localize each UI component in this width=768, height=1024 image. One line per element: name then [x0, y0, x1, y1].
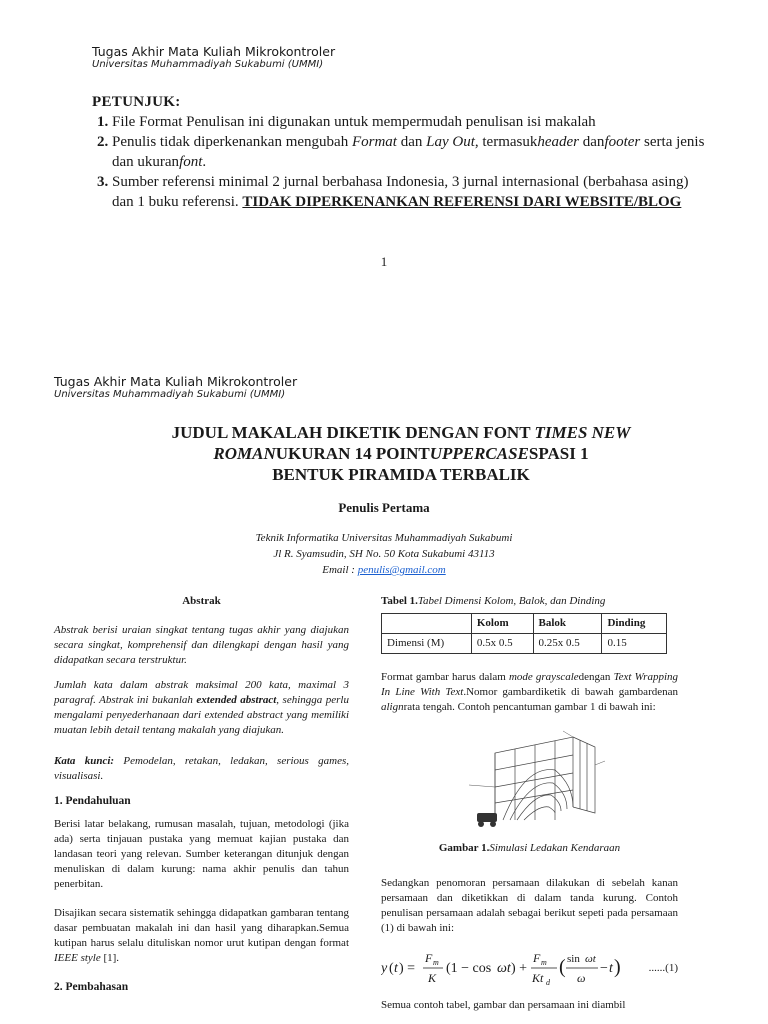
svg-text:Kt: Kt [532, 971, 544, 985]
instructions-block [92, 92, 712, 212]
keywords [54, 754, 349, 784]
table-header-cell: Kolom [471, 614, 533, 634]
table-row [382, 634, 667, 654]
svg-text:−: − [600, 961, 608, 976]
figure-caption-label: Gambar 1. [438, 842, 490, 854]
body-text: Text Wrapping In Line With Text [381, 671, 679, 698]
figure-caption-text: Simulasi Ledakan Kendaraan [489, 842, 621, 854]
svg-text:) +: ) + [511, 961, 528, 976]
svg-text:d: d [546, 978, 550, 987]
abstract-heading: Abstrak [182, 595, 221, 607]
body-text: Disajikan secara sistematik sehingga didapatkan gambaran tentang dasar pembuatan makalah ini dan hasil yang diharapkan.Semua kutipan harus selalu dituliskan nomor urut kutipan dengan format [54, 907, 349, 949]
svg-text:t: t [609, 961, 613, 976]
svg-text:t: t [394, 961, 398, 976]
title-text: JUDUL MAKALAH DIKETIK DENGAN FONT [171, 423, 535, 442]
body-paragraph: Berisi latar belakang, rumusan masalah, tujuan, metodologi (jika ada) serta tinjauan pustaka yang memuat kajian pustaka dan landasan teori yang relevan. Sumber keterangan ditunjuk dengan menuliskan di dalam kurung: nama akhir penulis dan tahun penerbitan. [54, 818, 349, 890]
instruction-item [112, 172, 712, 212]
instructions-title: PETUNJUK: [92, 94, 181, 110]
abstract-text: Jumlah kata dalam abstrak maksimal 200 kata, maximal 3 paragraf. Abstrak ini bukanlah [54, 679, 349, 706]
svg-text:F: F [533, 951, 541, 965]
instruction-text: serta jenis dan ukuran [112, 134, 705, 170]
svg-text:): ) [614, 956, 621, 978]
svg-text:(1 − cos: (1 − cos [446, 961, 492, 976]
svg-text:y: y [381, 961, 388, 976]
title-text: ROMAN [213, 444, 276, 463]
abstract-paragraph: Abstrak berisi uraian singkat tentang tugas akhir yang diajukan secara singkat, komprehensif dan dilengkapi dengan hasil yang didapatkan secara terstruktur. [54, 624, 349, 666]
instruction-item [112, 132, 712, 172]
dimension-table [381, 613, 667, 654]
svg-text:(: ( [389, 961, 394, 976]
page-break [0, 322, 768, 323]
svg-text:F: F [425, 951, 433, 965]
table-cell: 0.25x 0.5 [533, 634, 602, 654]
abstract-paragraph [54, 678, 349, 738]
right-column [381, 594, 678, 1023]
email-link[interactable]: penulis@gmail.com [357, 564, 446, 576]
svg-text:K: K [428, 971, 437, 985]
svg-text:ωt: ωt [497, 961, 511, 976]
body-text: .Nomor gambardiketik di bawah gambardenan [463, 686, 678, 698]
table-cell: 0.5x 0.5 [471, 634, 533, 654]
header-subtitle: Universitas Muhammadiyah Sukabumi (UMMI) [92, 59, 324, 70]
body-paragraph [54, 906, 349, 966]
body-paragraph: Semua contoh tabel, gambar dan persamaan ini diambil [381, 999, 626, 1011]
paper-title [70, 422, 732, 485]
svg-text:m: m [541, 958, 547, 967]
instruction-text: dan [579, 134, 605, 150]
table-caption-text: Tabel Dimensi Kolom, Balok, dan Dinding [417, 595, 606, 607]
table-caption [381, 594, 678, 609]
table-header-cell: Dinding [602, 614, 667, 634]
table-header-row [382, 614, 667, 634]
equation-number: ......(1) [648, 961, 678, 974]
instruction-warning: TIDAK DIPERKENANKAN REFERENSI DARI WEBSITE/BLOG [242, 194, 682, 210]
instructions-list [92, 112, 712, 212]
header-title: Tugas Akhir Mata Kuliah Mikrokontroler [92, 44, 336, 59]
title-text: BENTUK PIRAMIDA TERBALIK [272, 465, 530, 484]
body-text: rata tengah. Contoh pencantuman gambar 1 di bawah ini: [403, 701, 656, 713]
svg-text:m: m [433, 958, 439, 967]
svg-text:ωt: ωt [585, 953, 596, 965]
body-paragraph [381, 670, 678, 715]
body-text: IEEE style [54, 952, 101, 964]
table-header-cell [382, 614, 472, 634]
body-text: dengan [578, 671, 614, 683]
page-header [54, 374, 297, 400]
abstract-text: , sehingga perlu mengalami penyederhanaan dari extended abstract yang memiliki muatan lebih detail tentang makalah yang diajukan. [54, 694, 349, 736]
table-cell: Dimensi (M) [382, 634, 472, 654]
title-text: UPPERCASE [429, 444, 529, 463]
instruction-text: , termasuk [474, 134, 538, 150]
header-title: Tugas Akhir Mata Kuliah Mikrokontroler [54, 374, 298, 389]
affiliation-line: Jl R. Syamsudin, SH No. 50 Kota Sukabumi 43113 [273, 548, 495, 560]
page-number: 1 [380, 254, 388, 269]
page-header [92, 44, 335, 70]
figure-explosion-simulation [381, 725, 678, 837]
body-paragraph: Sedangkan penomoran persamaan dilakukan di sebelah kanan persamaan dan diketikkan di dalam tanda kurung. Contoh penulisan persamaan adalah sebagai berikut sepeti pada persamaan (1) di bawah ini: [381, 877, 678, 934]
keywords-label: Kata kunci: [54, 755, 115, 767]
equation-1 [381, 946, 678, 990]
instruction-text: dan [396, 134, 427, 150]
abstract-text: extended abstract [196, 694, 277, 706]
body-text: [1]. [100, 952, 120, 964]
svg-text:ω: ω [577, 971, 586, 985]
section-heading: 2. Pembahasan [54, 981, 129, 993]
title-text: UKURAN 14 POINT [275, 444, 430, 463]
section-heading: 1. Pendahuluan [54, 795, 131, 807]
table-caption-label: Tabel 1. [381, 595, 418, 607]
instruction-text: font [179, 154, 203, 170]
instruction-text: footer [604, 134, 641, 150]
body-text: mode grayscale [508, 671, 579, 683]
svg-text:) =: ) = [399, 961, 416, 976]
instruction-text: header [537, 134, 580, 150]
author-name: Penulis Pertama [338, 500, 430, 515]
header-subtitle: Universitas Muhammadiyah Sukabumi (UMMI) [54, 389, 286, 400]
instruction-text: . [202, 154, 207, 170]
title-text: SPASI 1 [528, 444, 589, 463]
table-header-cell: Balok [533, 614, 602, 634]
instruction-text: Lay Out [426, 134, 475, 150]
instruction-item [112, 112, 712, 132]
title-text: TIMES NEW [534, 423, 631, 442]
figure-caption [381, 841, 678, 856]
email-label: Email : [322, 564, 358, 576]
instruction-text: Penulis tidak diperkenankan mengubah [112, 134, 352, 150]
left-column [54, 594, 349, 1003]
explosion-simulation-illustration [455, 725, 605, 833]
svg-text:(: ( [559, 956, 566, 978]
keywords-text: Pemodelan, retakan, ledakan, serious games, visualisasi. [54, 755, 349, 782]
instruction-text: File Format Penulisan ini digunakan untuk mempermudah penulisan isi makalah [112, 114, 596, 130]
equation-formula [381, 946, 621, 990]
body-text: align [381, 701, 404, 713]
affiliation [0, 530, 768, 578]
instruction-text: Format [351, 134, 397, 150]
affiliation-line: Teknik Informatika Universitas Muhammadiyah Sukabumi [255, 532, 513, 544]
table-cell: 0.15 [602, 634, 667, 654]
instruction-text: Sumber referensi minimal 2 jurnal berbahasa Indonesia, 3 jurnal internasional (berbahasa asing) dan 1 buku referensi. [112, 174, 689, 210]
svg-text:sin: sin [567, 953, 580, 965]
body-text: Format gambar harus dalam [381, 671, 509, 683]
